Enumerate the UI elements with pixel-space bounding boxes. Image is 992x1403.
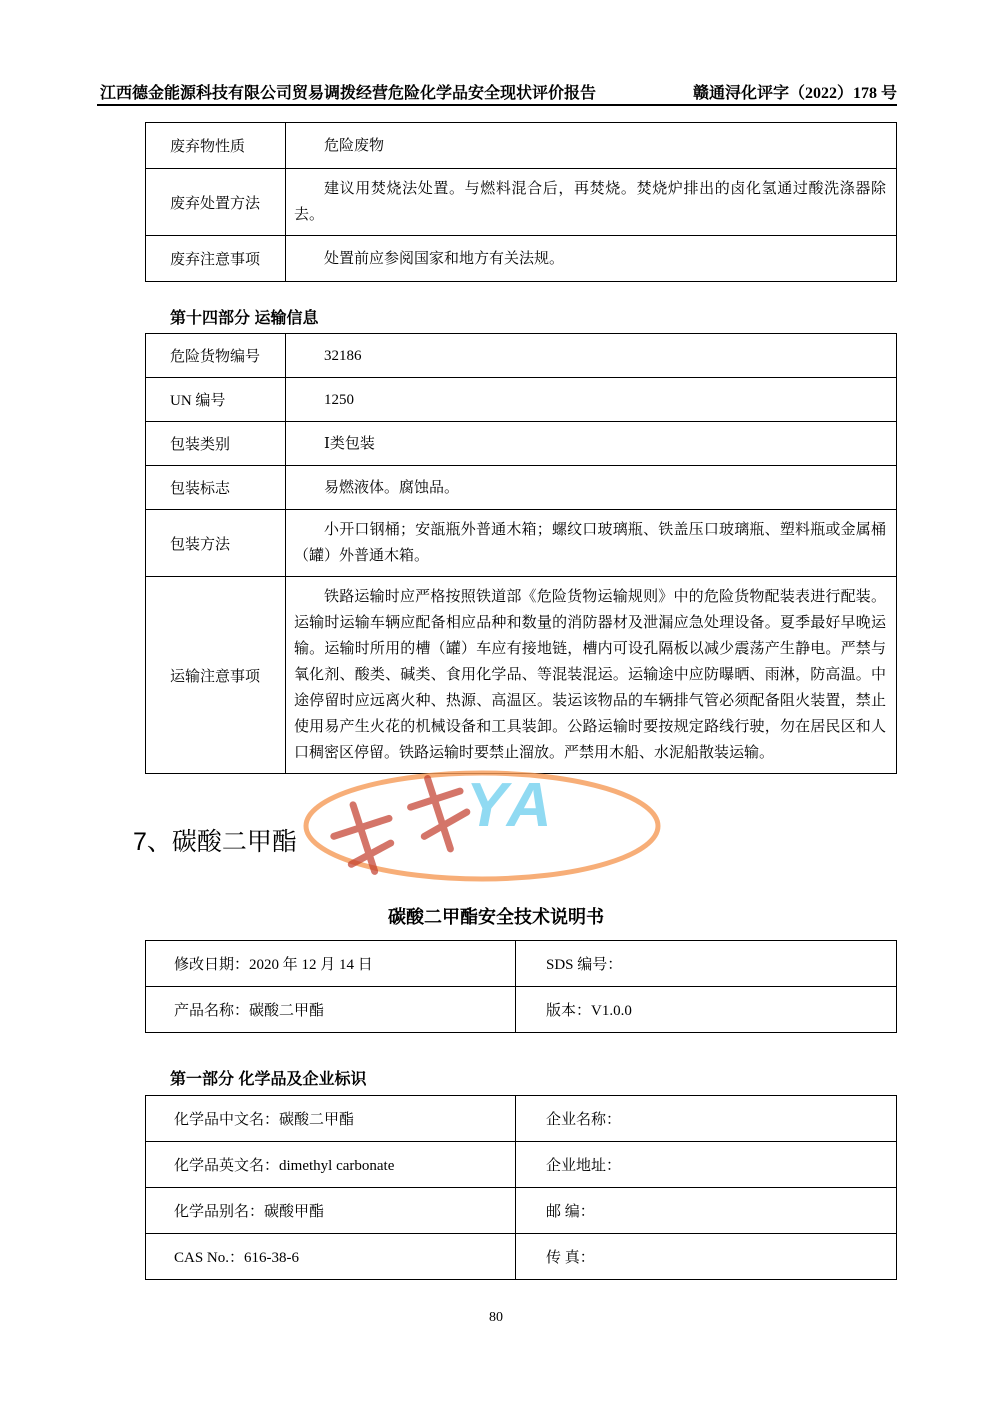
meta-cell: 产品名称：碳酸二甲酯 (146, 987, 516, 1033)
sds-document-title: 碳酸二甲酯安全技术说明书 (388, 907, 604, 927)
field-label: 废弃注意事项 (146, 236, 286, 282)
field-value: 32186 (286, 334, 897, 378)
identity-cell: 企业地址： (516, 1142, 897, 1188)
identity-cell: 邮 编： (516, 1188, 897, 1234)
table-row (146, 1142, 897, 1188)
watermark-stamp (298, 768, 666, 888)
field-value: 小开口钢桶；安瓿瓶外普通木箱；螺纹口玻璃瓶、铁盖压口玻璃瓶、塑料瓶或金属桶（罐）外普通木箱。 (286, 510, 897, 577)
watermark-seal-strokes (326, 770, 476, 882)
meta-cell: SDS 编号： (516, 941, 897, 987)
field-label: 废弃处置方法 (146, 169, 286, 236)
field-value: 1250 (286, 378, 897, 422)
watermark-ring (298, 768, 666, 888)
field-label: UN 编号 (146, 378, 286, 422)
page-number: 80 (489, 1310, 503, 1325)
field-value: Ⅰ类包装 (286, 422, 897, 466)
identity-cell: 化学品别名：碳酸甲酯 (146, 1188, 516, 1234)
identity-cell: 化学品中文名：碳酸二甲酯 (146, 1096, 516, 1142)
field-value: 处置前应参阅国家和地方有关法规。 (286, 236, 897, 282)
table-row (146, 1096, 897, 1142)
header-left-title: 江西德金能源科技有限公司贸易调拨经营危险化学品安全现状评价报告 (100, 85, 597, 102)
table-row (146, 334, 897, 378)
field-value: 建议用焚烧法处置。与燃料混合后，再焚烧。焚烧炉排出的卤化氢通过酸洗涤器除去。 (286, 169, 897, 236)
header-divider (97, 104, 897, 106)
field-label: 包装类别 (146, 422, 286, 466)
table-row (146, 941, 897, 987)
table-row (146, 123, 897, 169)
identity-cell: 化学品英文名：dimethyl carbonate (146, 1142, 516, 1188)
section-1-title: 第一部分 化学品及企业标识 (170, 1071, 367, 1088)
field-label: 包装方法 (146, 510, 286, 577)
meta-cell: 修改日期：2020 年 12 月 14 日 (146, 941, 516, 987)
identity-cell: 传 真： (516, 1234, 897, 1280)
chemical-identity-table (145, 1095, 897, 1280)
table-row (146, 987, 897, 1033)
page-header (100, 80, 897, 103)
field-label: 危险货物编号 (146, 334, 286, 378)
watermark-letters: YA (466, 771, 556, 840)
field-value: 危险废物 (286, 123, 897, 169)
table-row (146, 378, 897, 422)
table-row (146, 1188, 897, 1234)
table-row (146, 466, 897, 510)
table-row (146, 510, 897, 577)
field-value: 铁路运输时应严格按照铁道部《危险货物运输规则》中的危险货物配装表进行配装。运输时运输车辆应配备相应品种和数量的消防器材及泄漏应急处理设备。夏季最好早晚运输。运输时所用的槽（罐）车应有接地链，槽内可设孔隔板以减少震荡产生静电。严禁与氧化剂、酸类、碱类、食用化学品、等混装混运。运输途中应防曝晒、雨淋，防高温。中途停留时应远离火种、热源、高温区。装运该物品的车辆排气管必须配备阻火装置，禁止使用易产生火花的机械设备和工具装卸。公路运输时要按规定路线行驶，勿在居民区和人口稠密区停留。铁路运输时要禁止溜放。严禁用木船、水泥船散装运输。 (286, 577, 897, 774)
field-label: 废弃物性质 (146, 123, 286, 169)
section-14-title: 第十四部分 运输信息 (170, 310, 319, 327)
identity-cell: CAS No.：616-38-6 (146, 1234, 516, 1280)
identity-cell: 企业名称： (516, 1096, 897, 1142)
table-row (146, 422, 897, 466)
sds-meta-table (145, 940, 897, 1033)
table-row (146, 169, 897, 236)
transport-info-table (145, 333, 897, 774)
table-row (146, 1234, 897, 1280)
field-label: 运输注意事项 (146, 577, 286, 774)
header-right-doc-number: 赣通浔化评字（2022）178 号 (692, 85, 897, 102)
table-row (146, 577, 897, 774)
field-label: 包装标志 (146, 466, 286, 510)
table-row (146, 236, 897, 282)
chapter-7-title: 7、碳酸二甲酯 (133, 828, 297, 856)
meta-cell: 版本：V1.0.0 (516, 987, 897, 1033)
waste-info-table (145, 122, 897, 282)
field-value: 易燃液体。腐蚀品。 (286, 466, 897, 510)
